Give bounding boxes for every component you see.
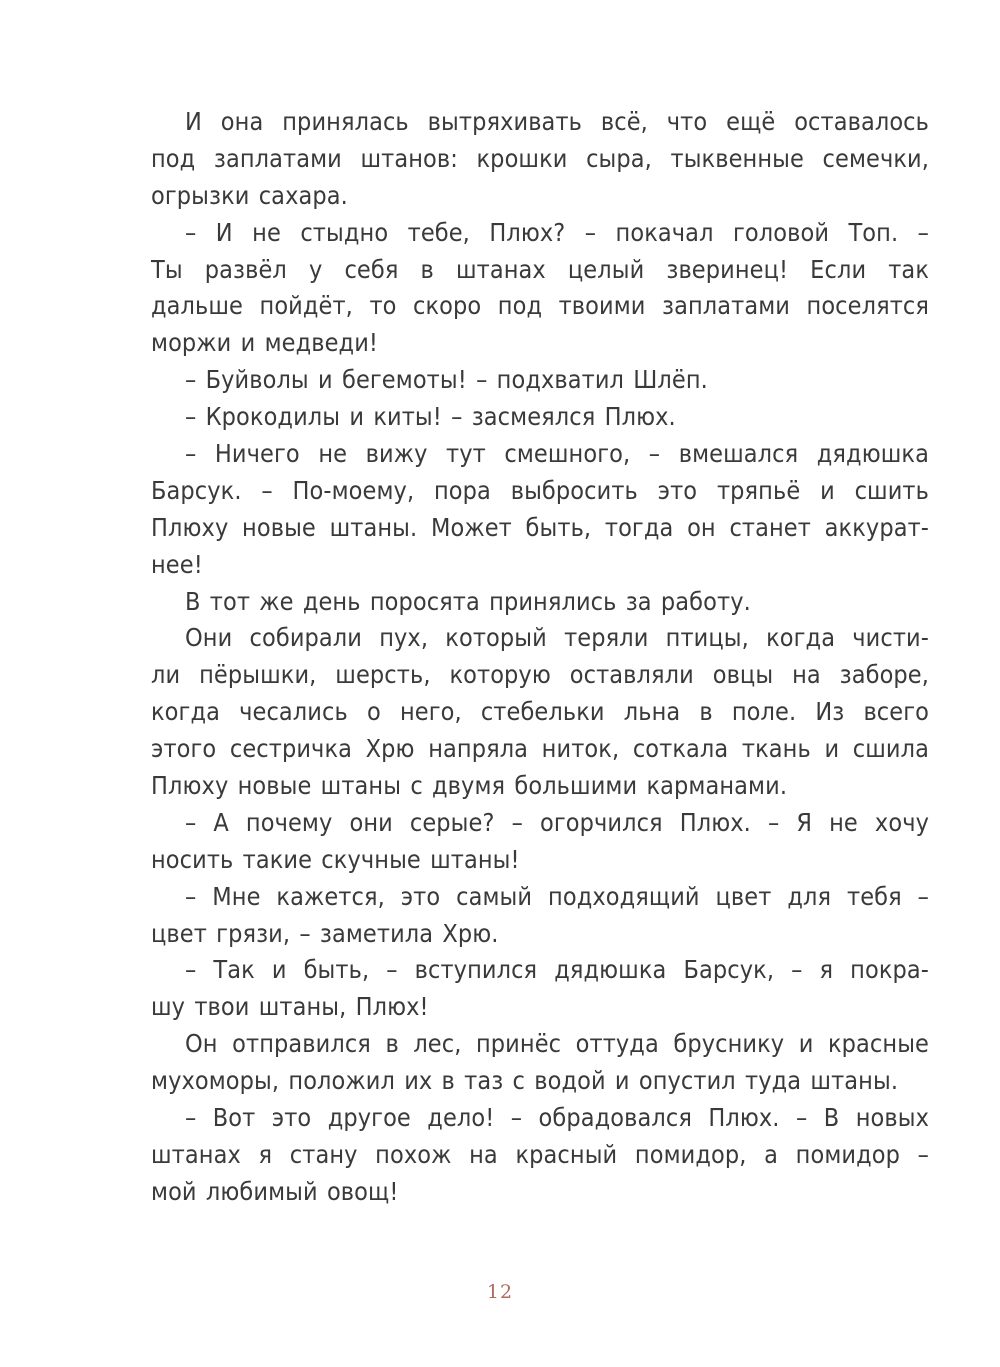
text-line: – А почему они серые? – огорчился Плюх. – Я не хочу [185,807,929,837]
text-line: нее! [151,549,203,579]
text-line: Ты развёл у себя в штанах целый зверинец! Если так [151,254,929,284]
text-line: мухоморы, положил их в таз с водой и опустил туда штаны. [151,1066,899,1096]
text-line: – Вот это другое дело! – обрадовался Плюх. – В новых [185,1103,929,1133]
text-line: огрызки сахара. [151,180,348,210]
text-line: штанах я стану похож на красный помидор, а помидор – [151,1139,929,1169]
text-line: дальше пойдёт, то скоро под твоими заплатами поселятся [151,291,929,321]
text-line: – Буйволы и бегемоты! – подхватил Шлёп. [185,365,708,395]
text-line: шу твои штаны, Плюх! [151,992,429,1022]
text-line: Барсук. – По-моему, пора выбросить это тряпьё и сшить [151,475,929,505]
text-line: мой любимый овощ! [151,1176,399,1206]
text-line: под заплатами штанов: крошки сыра, тыквенные семечки, [151,143,929,173]
text-line: этого сестричка Хрю напряла ниток, соткала ткань и сшила [151,734,929,764]
text-line: – Мне кажется, это самый подходящий цвет для тебя – [185,881,929,911]
text-line: Он отправился в лес, принёс оттуда бруснику и красные [185,1029,929,1059]
text-line: И она принялась вытряхивать всё, что ещё оставалось [185,107,929,136]
text-line: когда чесались о него, стебельки льна в поле. Из всего [151,697,929,727]
text-line: носить такие скучные штаны! [151,844,520,874]
text-line: Плюху новые штаны с двумя большими карманами. [151,771,788,801]
text-line: – Так и быть, – вступился дядюшка Барсук, – я покра- [185,955,929,985]
text-line: Они собирали пух, который теряли птицы, когда чисти- [185,623,929,653]
text-line: цвет грязи, – заметила Хрю. [151,918,499,948]
text-line: – Ничего не вижу тут смешного, – вмешался дядюшка [185,439,929,469]
page-number: 12 [486,1281,514,1303]
text-line: – И не стыдно тебе, Плюх? – покачал головой Топ. – [185,217,929,247]
text-line: В тот же день поросята принялись за работу. [185,586,751,616]
body-text [151,104,929,1211]
text-line: – Крокодилы и киты! – засмеялся Плюх. [185,402,676,432]
text-line: Плюху новые штаны. Может быть, тогда он станет аккурат- [151,512,929,542]
text-line: моржи и медведи! [151,328,379,358]
text-line: ли пёрышки, шерсть, которую оставляли овцы на заборе, [151,660,929,690]
